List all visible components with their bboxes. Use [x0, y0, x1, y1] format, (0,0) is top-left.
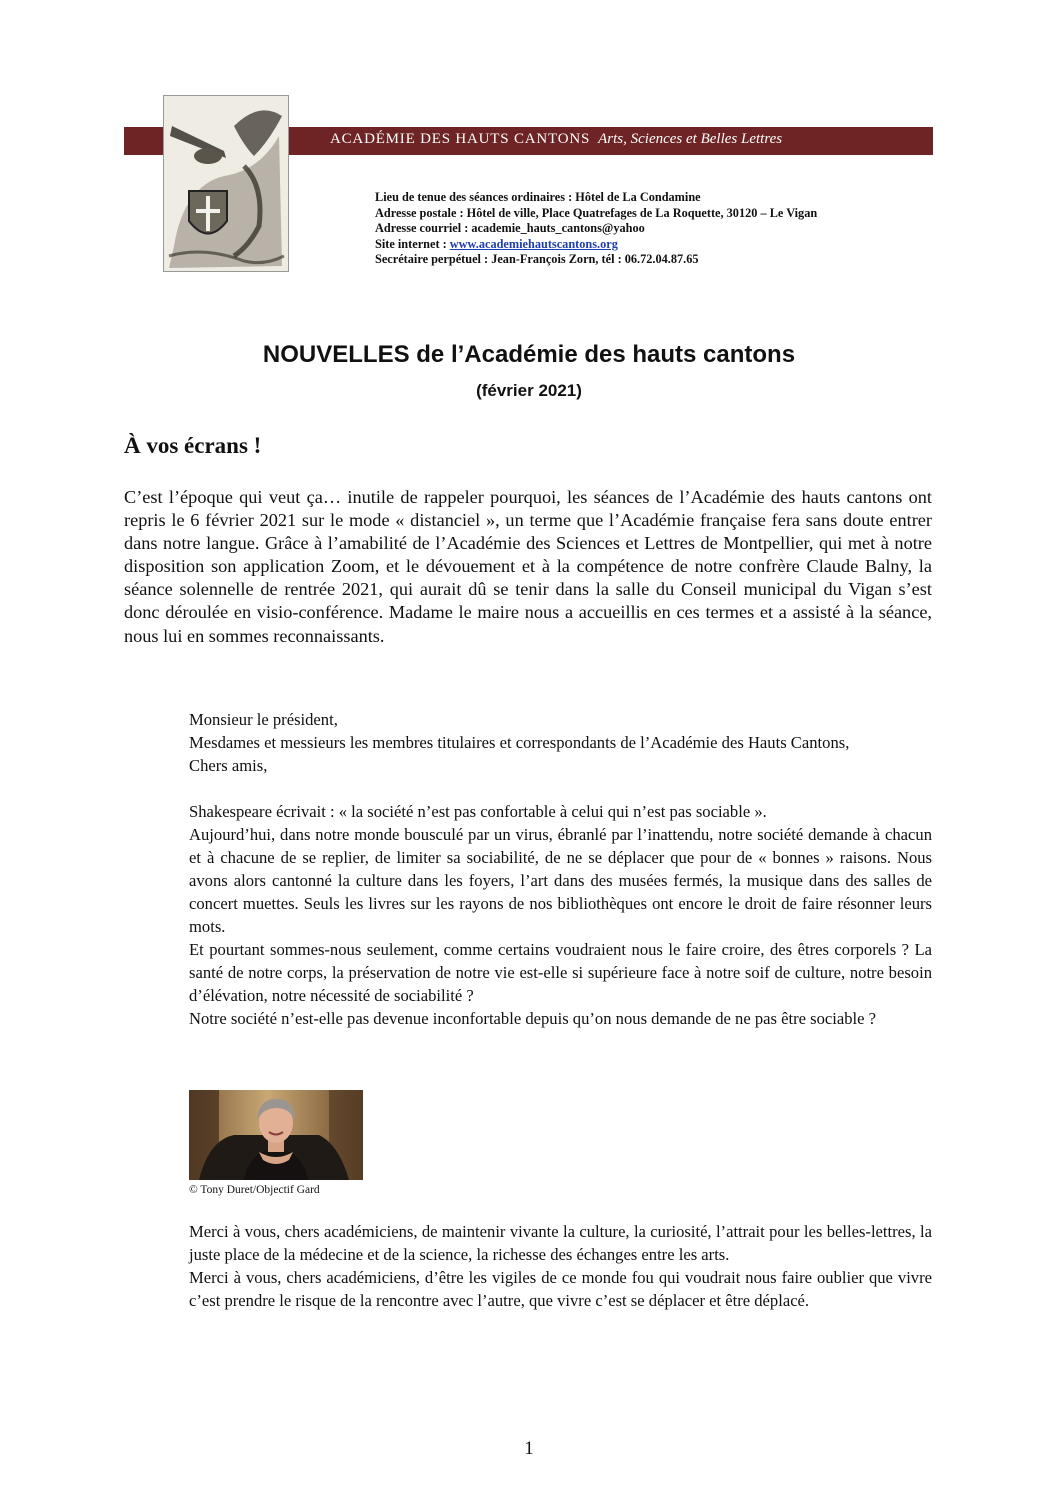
photo-caption: © Tony Duret/Objectif Gard: [189, 1184, 320, 1196]
closing-paragraph: Merci à vous, chers académiciens, d’être les vigiles de ce monde fou qui voudrait nous faire oublier que vivre c’est prendre le risque de la rencontre avec l’autre, que vivre c’est se déplacer et être déplacé.: [189, 1268, 932, 1310]
salutation-president: Monsieur le président,: [189, 710, 338, 729]
article-heading: À vos écrans !: [124, 433, 262, 458]
website-label: Site internet :: [375, 236, 450, 251]
salutation-friends: Chers amis,: [189, 756, 268, 775]
academy-motto: Arts, Sciences et Belles Lettres: [598, 131, 783, 147]
banner-text: [330, 131, 782, 148]
speech-paragraph: Shakespeare écrivait : « la société n’est pas confortable à celui qui n’est pas sociable ».: [189, 802, 767, 821]
academy-name: ACADÉMIE DES HAUTS CANTONS: [330, 131, 591, 147]
mayor-photo: [189, 1090, 363, 1180]
academy-emblem: [163, 95, 289, 272]
info-venue: Lieu de tenue des séances ordinaires : Hôtel de La Condamine: [375, 190, 701, 204]
contact-info: [375, 190, 817, 268]
intro-text: C’est l’époque qui veut ça… inutile de rappeler pourquoi, les séances de l’Académie des hauts cantons ont repris le 6 février 2021 sur le mode « distanciel », un terme que l’Académie française fera sans doute entrer dans notre langue. Grâce à l’amabilité de l’Académie des Sciences et Lettres de Montpellier, qui met à notre disposition son application Zoom, et le dévouement et à la compétence de notre confrère Claude Balny, la séance solennelle de rentrée 2021, qui aurait dû se tenir dans la salle du Conseil municipal du Vigan s’est donc déroulée en visio-conférence. Madame le maire nous a accueillis en ces termes et a assisté à la séance, nous lui en sommes reconnaissants.: [124, 487, 932, 646]
page-number: 1: [524, 1438, 534, 1459]
info-website: [375, 237, 817, 253]
emblem-illustration: [164, 96, 288, 271]
newsletter-date: (février 2021): [476, 381, 582, 400]
info-email: Adresse courriel : academie_hauts_cantons@yahoo: [375, 221, 645, 236]
intro-paragraph: [124, 486, 932, 648]
speech-quote: [189, 708, 932, 1030]
website-link[interactable]: www.academiehautscantons.org: [449, 236, 618, 251]
speech-paragraph: Aujourd’hui, dans notre monde bousculé par un virus, ébranlé par l’inattendu, notre société demande à chacun et à chacune de se replier, de limiter sa sociabilité, de ne se déplacer que pour de « bonnes » raisons. Nous avons alors cantonné la culture dans les foyers, l’art dans des musées fermés, la musique dans des salles de concert muettes. Seuls les livres sur les rayons de nos bibliothèques ont encore le droit de faire résonner leurs mots.: [189, 825, 932, 936]
speech-paragraph: Et pourtant sommes-nous seulement, comme certains voudraient nous le faire croire, des êtres corporels ? La santé de notre corps, la préservation de notre vie est-elle si supérieure face à notre soif de culture, notre besoin d’élévation, notre nécessité de sociabilité ?: [189, 940, 932, 1005]
newsletter-title: NOUVELLES de l’Académie des hauts cantons: [262, 341, 796, 368]
salutation-members: Mesdames et messieurs les membres titulaires et correspondants de l’Académie des Hauts Cantons,: [189, 733, 850, 752]
info-secretary: Secrétaire perpétuel : Jean-François Zorn, tél : 06.72.04.87.65: [375, 252, 699, 267]
closing-paragraphs: [189, 1220, 932, 1312]
portrait-image: [189, 1090, 363, 1180]
info-postal-address: Adresse postale : Hôtel de ville, Place Quatrefages de La Roquette, 30120 – Le Vigan: [375, 205, 818, 220]
closing-paragraph: Merci à vous, chers académiciens, de maintenir vivante la culture, la curiosité, l’attrait pour les belles-lettres, la juste place de la médecine et de la science, la richesse des échanges entre les arts.: [189, 1222, 932, 1264]
speech-paragraph: Notre société n’est-elle pas devenue inconfortable depuis qu’on nous demande de ne pas être sociable ?: [189, 1009, 876, 1028]
